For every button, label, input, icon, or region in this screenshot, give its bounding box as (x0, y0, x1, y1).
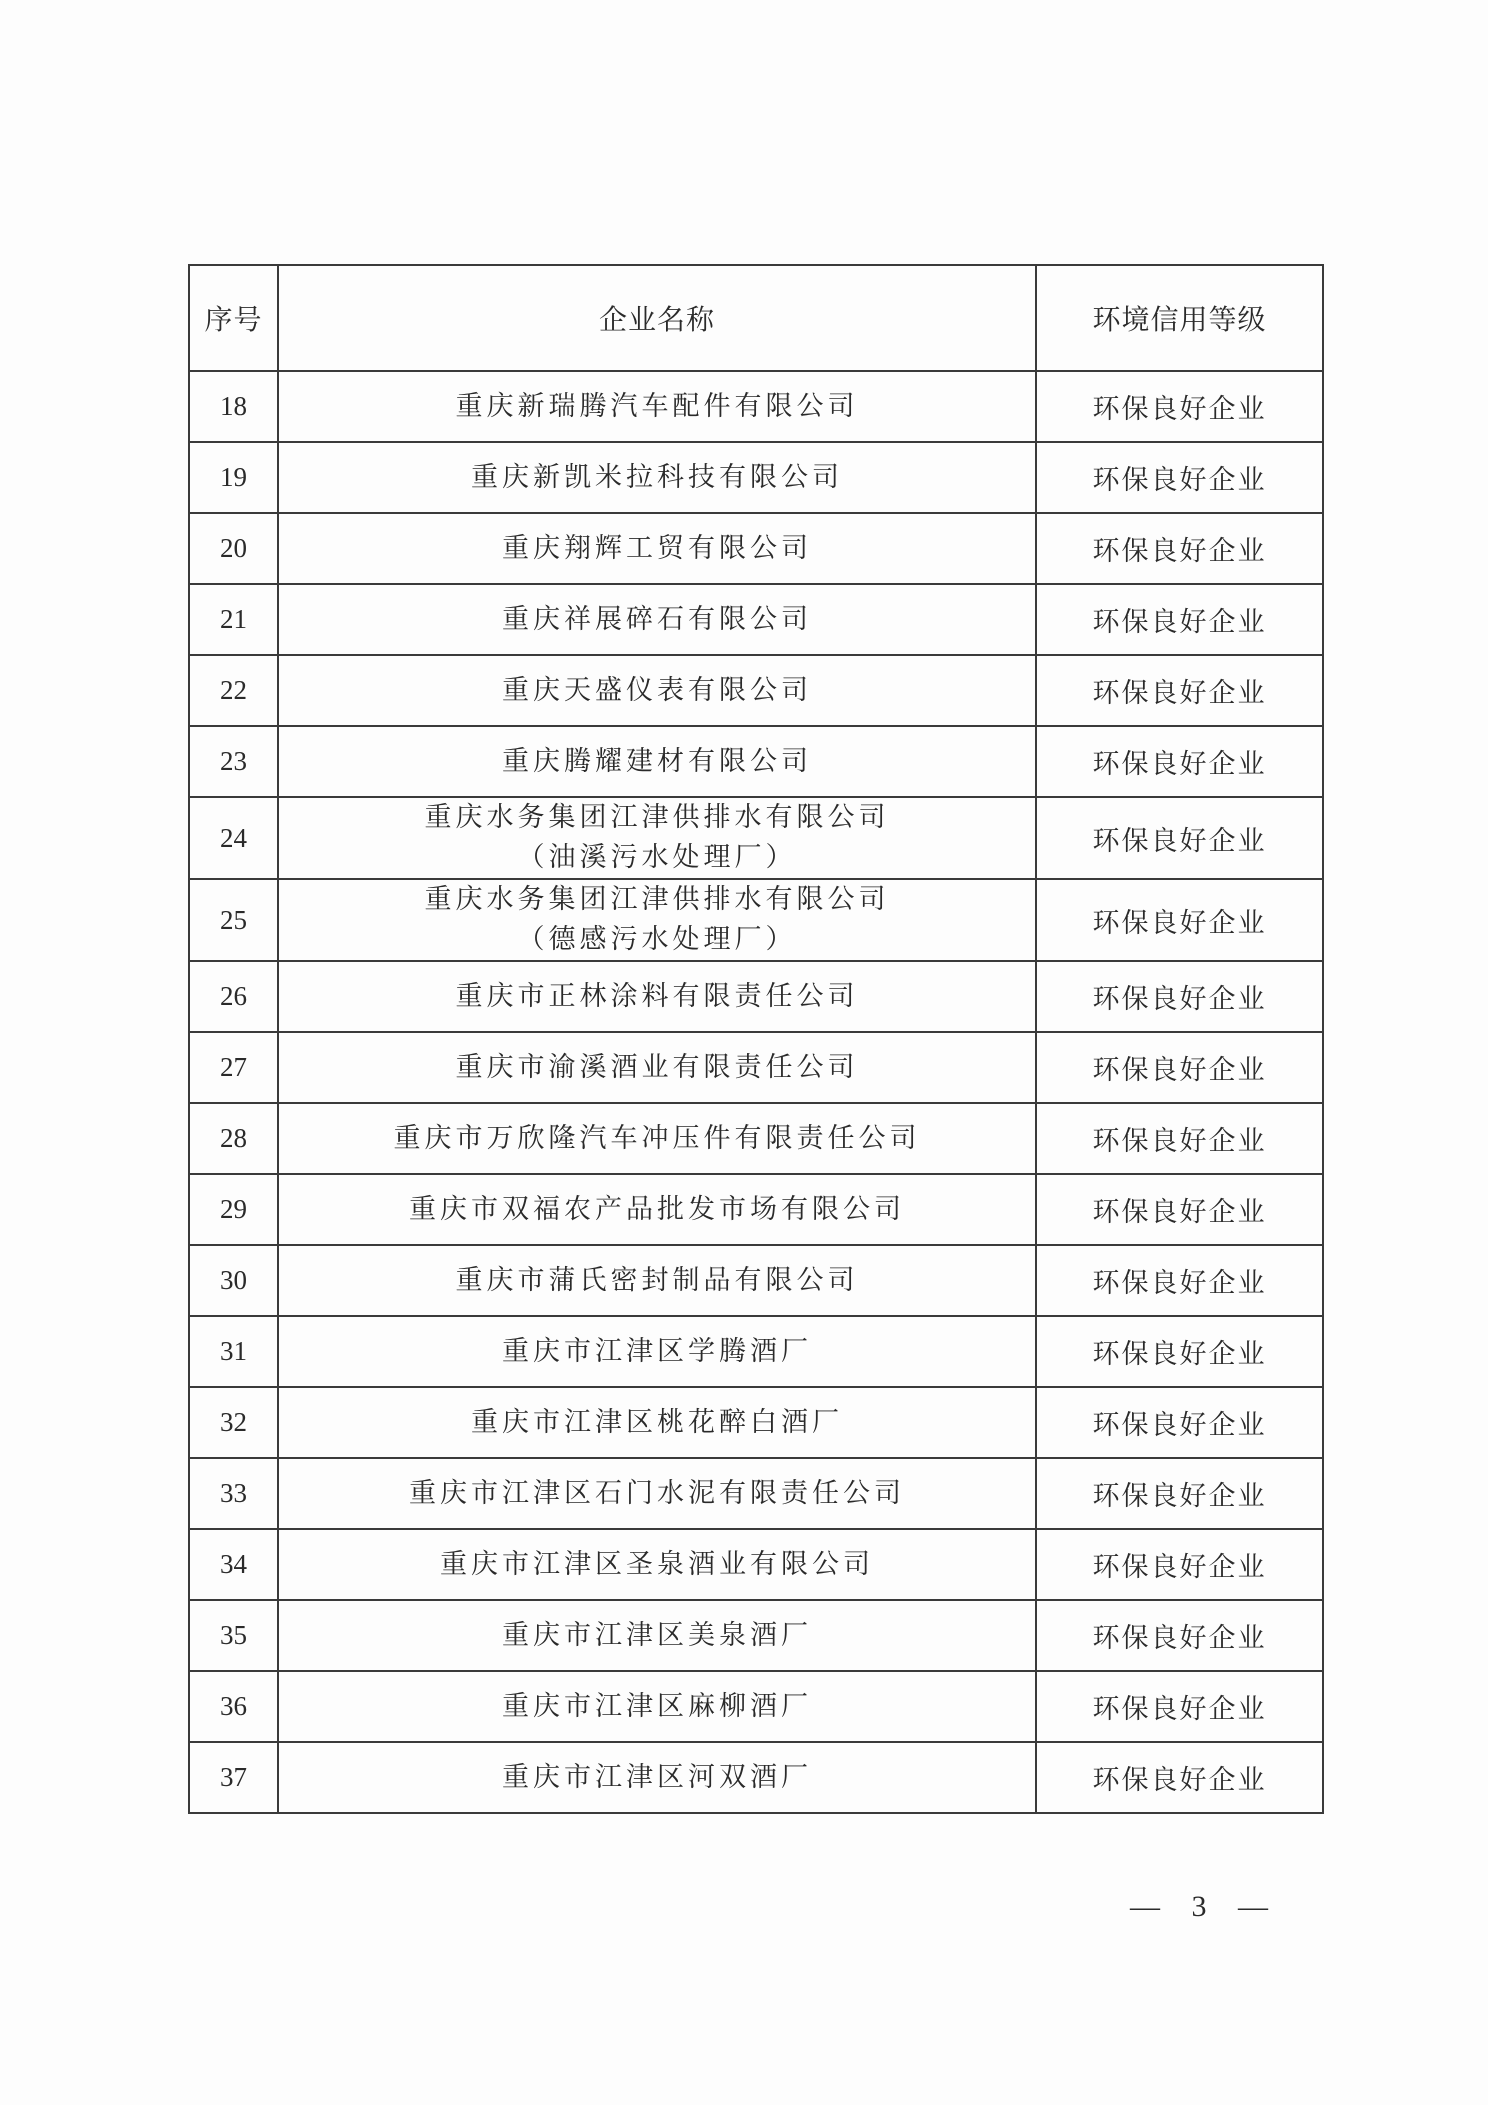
credit-level: 环保良好企业 (1036, 1032, 1323, 1103)
credit-level: 环保良好企业 (1036, 513, 1323, 584)
row-number: 35 (189, 1600, 278, 1671)
enterprise-name: 重庆祥展碎石有限公司 (278, 584, 1036, 655)
credit-level: 环保良好企业 (1036, 1742, 1323, 1813)
credit-level: 环保良好企业 (1036, 1316, 1323, 1387)
credit-level: 环保良好企业 (1036, 1458, 1323, 1529)
enterprise-name-line1: 重庆水务集团江津供排水有限公司 (424, 884, 890, 915)
row-number: 21 (189, 584, 278, 655)
enterprise-name: 重庆翔辉工贸有限公司 (278, 513, 1036, 584)
enterprise-name: 重庆市江津区圣泉酒业有限公司 (278, 1529, 1036, 1600)
credit-level: 环保良好企业 (1036, 1245, 1323, 1316)
credit-level: 环保良好企业 (1036, 961, 1323, 1032)
enterprise-name: 重庆腾耀建材有限公司 (278, 726, 1036, 797)
table-header-row (189, 265, 1323, 371)
credit-level: 环保良好企业 (1036, 655, 1323, 726)
credit-level: 环保良好企业 (1036, 879, 1323, 961)
table-row (189, 1742, 1323, 1813)
enterprise-name: 重庆新凯米拉科技有限公司 (278, 442, 1036, 513)
table-row (189, 1032, 1323, 1103)
enterprise-name: 重庆市江津区桃花醉白酒厂 (278, 1387, 1036, 1458)
credit-level: 环保良好企业 (1036, 442, 1323, 513)
row-number: 18 (189, 371, 278, 442)
table-row (189, 1387, 1323, 1458)
row-number: 23 (189, 726, 278, 797)
header-serial-number: 序号 (189, 265, 278, 371)
enterprise-name: 重庆新瑞腾汽车配件有限公司 (278, 371, 1036, 442)
enterprise-name: 重庆市江津区河双酒厂 (278, 1742, 1036, 1813)
row-number: 26 (189, 961, 278, 1032)
row-number: 34 (189, 1529, 278, 1600)
header-credit-level: 环境信用等级 (1036, 265, 1323, 371)
enterprise-name: 重庆市江津区石门水泥有限责任公司 (278, 1458, 1036, 1529)
enterprise-name-line2: （油溪污水处理厂） (517, 842, 797, 873)
enterprise-name (278, 879, 1036, 961)
credit-level: 环保良好企业 (1036, 371, 1323, 442)
credit-level: 环保良好企业 (1036, 1174, 1323, 1245)
table-row (189, 797, 1323, 879)
table-row (189, 513, 1323, 584)
header-enterprise-name: 企业名称 (278, 265, 1036, 371)
enterprise-name: 重庆市渝溪酒业有限责任公司 (278, 1032, 1036, 1103)
table-row (189, 879, 1323, 961)
credit-level: 环保良好企业 (1036, 1600, 1323, 1671)
row-number: 30 (189, 1245, 278, 1316)
enterprise-name: 重庆市江津区学腾酒厂 (278, 1316, 1036, 1387)
credit-level: 环保良好企业 (1036, 1529, 1323, 1600)
credit-level: 环保良好企业 (1036, 584, 1323, 655)
row-number: 32 (189, 1387, 278, 1458)
table-row (189, 655, 1323, 726)
enterprise-name (278, 797, 1036, 879)
table-row (189, 1458, 1323, 1529)
enterprise-name: 重庆市江津区美泉酒厂 (278, 1600, 1036, 1671)
row-number: 27 (189, 1032, 278, 1103)
table-row (189, 371, 1323, 442)
enterprise-name-line1: 重庆水务集团江津供排水有限公司 (424, 802, 890, 833)
row-number: 33 (189, 1458, 278, 1529)
enterprise-name: 重庆市万欣隆汽车冲压件有限责任公司 (278, 1103, 1036, 1174)
credit-level: 环保良好企业 (1036, 1671, 1323, 1742)
enterprise-credit-table (188, 264, 1324, 1814)
table-row (189, 1103, 1323, 1174)
table-row (189, 1671, 1323, 1742)
enterprise-name: 重庆市正林涂料有限责任公司 (278, 961, 1036, 1032)
table-row (189, 961, 1323, 1032)
row-number: 24 (189, 797, 278, 879)
enterprise-name: 重庆天盛仪表有限公司 (278, 655, 1036, 726)
table-row (189, 1600, 1323, 1671)
enterprise-name: 重庆市双福农产品批发市场有限公司 (278, 1174, 1036, 1245)
table-row (189, 1316, 1323, 1387)
row-number: 29 (189, 1174, 278, 1245)
row-number: 25 (189, 879, 278, 961)
table-row (189, 1245, 1323, 1316)
enterprise-name: 重庆市蒲氏密封制品有限公司 (278, 1245, 1036, 1316)
credit-level: 环保良好企业 (1036, 1103, 1323, 1174)
credit-level: 环保良好企业 (1036, 1387, 1323, 1458)
row-number: 37 (189, 1742, 278, 1813)
table-row (189, 1174, 1323, 1245)
enterprise-name-line2: （德感污水处理厂） (517, 924, 797, 955)
table-row (189, 584, 1323, 655)
table-row (189, 442, 1323, 513)
credit-level: 环保良好企业 (1036, 797, 1323, 879)
row-number: 22 (189, 655, 278, 726)
page-number: — 3 — (1130, 1890, 1280, 1923)
enterprise-name: 重庆市江津区麻柳酒厂 (278, 1671, 1036, 1742)
credit-level: 环保良好企业 (1036, 726, 1323, 797)
table-row (189, 1529, 1323, 1600)
table-row (189, 726, 1323, 797)
row-number: 28 (189, 1103, 278, 1174)
row-number: 36 (189, 1671, 278, 1742)
row-number: 19 (189, 442, 278, 513)
row-number: 20 (189, 513, 278, 584)
row-number: 31 (189, 1316, 278, 1387)
